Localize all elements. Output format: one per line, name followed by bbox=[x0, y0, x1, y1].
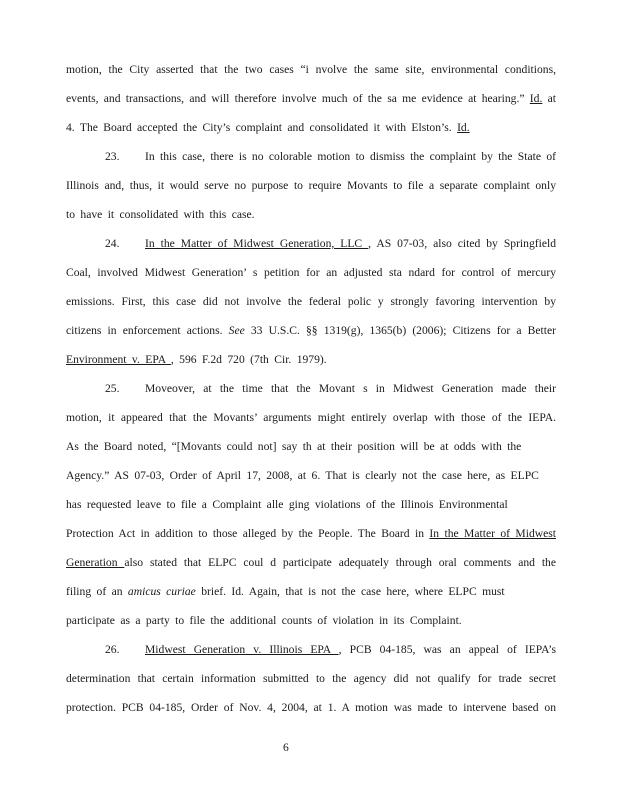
text-segment: 4. The Board accepted the City’s complaint and consolidated it with Elston’s. bbox=[66, 121, 458, 134]
text-segment: events, and transactions, and will therefore involve much of the sa me evidence at hearing.” bbox=[66, 92, 530, 105]
text-line bbox=[66, 258, 556, 287]
text-segment: participate as a party to file the additional counts of violation in its Complaint. bbox=[66, 614, 462, 627]
text-line bbox=[66, 461, 556, 490]
text-segment: 33 U.S.C. §§ 1319(g), 1365(b) (2006); Citizens for a Better bbox=[244, 324, 556, 337]
text-line bbox=[66, 171, 556, 200]
text-line bbox=[66, 84, 556, 113]
paragraph-number: 23. bbox=[105, 150, 120, 163]
text-segment: Illinois and, thus, it would serve no purpose to require Movants to file a separate complaint only bbox=[66, 179, 556, 192]
text-segment: emissions. First, this case did not involve the federal polic y strongly favoring intervention by bbox=[66, 295, 556, 308]
text-segment: motion, it appeared that the Movants’ arguments might entirely overlap with those of the IEPA. bbox=[66, 411, 556, 424]
text-line bbox=[66, 316, 556, 345]
text-line bbox=[66, 229, 556, 258]
paragraph-number: 26. bbox=[105, 643, 120, 656]
text-line bbox=[66, 403, 556, 432]
text-line bbox=[66, 664, 556, 693]
underlined-citation-text: Midwest Generation v. Illinois EPA bbox=[145, 643, 339, 656]
text-line bbox=[66, 693, 556, 722]
text-segment: has requested leave to file a Complaint alle ging violations of the Illinois Environmental bbox=[66, 498, 508, 511]
underlined-citation-text: Id. bbox=[457, 121, 470, 134]
text-segment: Protection Act in addition to those alleged by the People. The Board in bbox=[66, 527, 430, 540]
text-line bbox=[66, 142, 556, 171]
paragraph-number: 25. bbox=[105, 382, 120, 395]
underlined-citation-text: Environment v. EPA bbox=[66, 353, 171, 366]
text-segment: at bbox=[542, 92, 556, 105]
text-segment: Coal, involved Midwest Generation’ s petition for an adjusted sta ndard for control of mercury bbox=[66, 266, 556, 279]
text-segment: citizens in enforcement actions. bbox=[66, 324, 229, 337]
text-line bbox=[66, 55, 556, 84]
text-segment: filing of an bbox=[66, 585, 128, 598]
text-segment: , 596 F.2d 720 (7th Cir. 1979). bbox=[170, 353, 327, 366]
text-segment: protection. PCB 04-185, Order of Nov. 4, 2004, at 1. A motion was made to intervene based on bbox=[66, 701, 556, 714]
text-line bbox=[66, 374, 556, 403]
text-segment: , PCB 04-185, was an appeal of IEPA’s bbox=[338, 643, 556, 656]
text-segment: determination that certain information submitted to the agency did not qualify for trade secret bbox=[66, 672, 556, 685]
page-number: 6 bbox=[283, 741, 289, 754]
text-segment: to have it consolidated with this case. bbox=[66, 208, 255, 221]
italic-text: amicus curiae bbox=[127, 585, 196, 598]
text-line bbox=[66, 345, 556, 374]
text-segment: brief. Id. Again, that is not the case here, where ELPC must bbox=[195, 585, 505, 598]
text-line bbox=[66, 577, 556, 606]
text-line bbox=[66, 606, 556, 635]
text-segment: In this case, there is no colorable motion to dismiss the complaint by the State of bbox=[145, 150, 556, 163]
text-segment: Agency.” AS 07-03, Order of April 17, 2008, at 6. That is clearly not the case here, as ELPC bbox=[66, 469, 539, 482]
text-segment: also stated that ELPC coul d participate adequately through oral comments and the bbox=[124, 556, 556, 569]
text-line bbox=[66, 287, 556, 316]
text-segment: motion, the City asserted that the two cases “i nvolve the same site, environmental conditions, bbox=[66, 63, 556, 76]
text-segment: As the Board noted, “[Movants could not] say th at their position will be at odds with the bbox=[66, 440, 522, 453]
italic-text: See bbox=[228, 324, 245, 337]
text-segment: , AS 07-03, also cited by Springfield bbox=[368, 237, 556, 250]
underlined-citation-text: Id. bbox=[529, 92, 543, 105]
text-line bbox=[66, 519, 556, 548]
text-line bbox=[66, 490, 556, 519]
text-line bbox=[66, 113, 556, 142]
text-line bbox=[66, 548, 556, 577]
text-line bbox=[66, 200, 556, 229]
underlined-citation-text: In the Matter of Midwest Generation, LLC bbox=[145, 237, 369, 250]
text-line bbox=[66, 635, 556, 664]
text-segment: Moveover, at the time that the Movant s in Midwest Generation made their bbox=[145, 382, 556, 395]
underlined-citation-text: Generation bbox=[66, 556, 125, 569]
text-line bbox=[66, 432, 556, 461]
document-content bbox=[66, 55, 556, 722]
underlined-citation-text: In the Matter of Midwest bbox=[429, 527, 556, 540]
paragraph-number: 24. bbox=[105, 237, 120, 250]
